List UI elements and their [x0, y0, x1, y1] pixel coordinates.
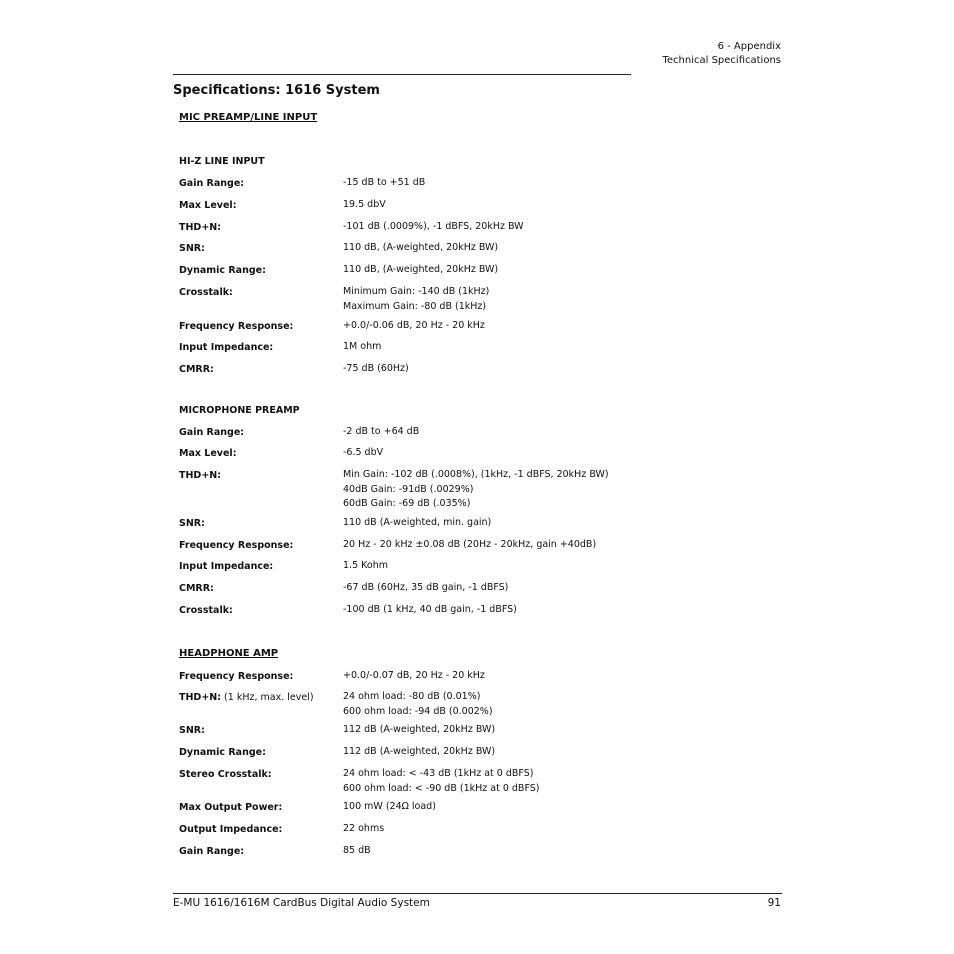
spec-value	[343, 468, 609, 512]
spec-label: Input Impedance:	[179, 561, 274, 572]
footer-rule	[173, 893, 782, 894]
spec-label	[179, 692, 314, 703]
subsection-title-microphone-preamp: MICROPHONE PREAMP	[179, 405, 300, 416]
spec-value	[343, 745, 495, 760]
spec-value-line: 22 ohms	[343, 823, 385, 834]
spec-label: SNR:	[179, 243, 205, 254]
spec-value-line: +0.0/-0.07 dB, 20 Hz - 20 kHz	[343, 670, 485, 681]
spec-value-line: -75 dB (60Hz)	[343, 363, 409, 374]
spec-value-line: 85 dB	[343, 845, 371, 856]
spec-value	[343, 340, 381, 355]
spec-value-line: Minimum Gain: -140 dB (1kHz)	[343, 286, 490, 297]
spec-label: THD+N:	[179, 222, 222, 233]
spec-label: Crosstalk:	[179, 287, 233, 298]
spec-label: Input Impedance:	[179, 342, 274, 353]
spec-value-line: 24 ohm load: -80 dB (0.01%)	[343, 691, 481, 702]
spec-value	[343, 723, 495, 738]
spec-value	[343, 669, 485, 684]
spec-value	[343, 516, 491, 531]
spec-value-line: -101 dB (.0009%), -1 dBFS, 20kHz BW	[343, 221, 524, 232]
spec-value-line: 112 dB (A-weighted, 20kHz BW)	[343, 746, 496, 757]
running-header	[662, 40, 781, 67]
spec-value	[343, 767, 539, 796]
spec-value-line: +0.0/-0.06 dB, 20 Hz - 20 kHz	[343, 320, 485, 331]
spec-label: CMRR:	[179, 364, 214, 375]
spec-value-line: Min Gain: -102 dB (.0008%), (1kHz, -1 dBFS, 20kHz BW)	[343, 469, 609, 480]
spec-value	[343, 800, 436, 815]
spec-value	[343, 559, 388, 574]
spec-label-note: (1 kHz, max. level)	[221, 692, 314, 703]
section-title-mic-preamp-line-input: MIC PREAMP/LINE INPUT	[179, 112, 318, 123]
spec-value	[343, 263, 498, 278]
spec-label: Frequency Response:	[179, 671, 294, 682]
spec-value-line: 1M ohm	[343, 341, 382, 352]
section-title-headphone-amp: HEADPHONE AMP	[179, 648, 279, 659]
spec-value	[343, 844, 371, 859]
spec-value	[343, 319, 485, 334]
spec-value	[343, 241, 498, 256]
spec-label: Dynamic Range:	[179, 265, 266, 276]
spec-label: Max Level:	[179, 200, 237, 211]
header-section: Technical Specifications	[662, 54, 781, 66]
spec-value-line: 112 dB (A-weighted, 20kHz BW)	[343, 724, 496, 735]
spec-label: Crosstalk:	[179, 605, 233, 616]
spec-label: SNR:	[179, 518, 205, 529]
spec-label: Gain Range:	[179, 178, 245, 189]
spec-value	[343, 285, 489, 314]
spec-value	[343, 581, 508, 596]
spec-value-line: Maximum Gain: -80 dB (1kHz)	[343, 300, 487, 312]
spec-value	[343, 446, 383, 461]
spec-label: SNR:	[179, 725, 205, 736]
spec-value	[343, 822, 384, 837]
spec-value	[343, 198, 386, 213]
spec-label: Gain Range:	[179, 427, 245, 438]
spec-value-line: -67 dB (60Hz, 35 dB gain, -1 dBFS)	[343, 582, 509, 593]
spec-label: Stereo Crosstalk:	[179, 769, 272, 780]
spec-value-line: 600 ohm load: -94 dB (0.002%)	[343, 705, 493, 717]
subsection-title-hiz-line-input: HI-Z LINE INPUT	[179, 156, 265, 167]
spec-value-line: -100 dB (1 kHz, 40 dB gain, -1 dBFS)	[343, 604, 517, 615]
spec-value	[343, 176, 425, 191]
spec-value-line: -6.5 dbV	[343, 447, 384, 458]
spec-label: Output Impedance:	[179, 824, 283, 835]
header-chapter: 6 - Appendix	[717, 41, 781, 52]
spec-value	[343, 425, 419, 440]
spec-label: THD+N:	[179, 470, 222, 481]
spec-label: CMRR:	[179, 583, 214, 594]
spec-label: Gain Range:	[179, 846, 245, 857]
spec-value-line: 110 dB, (A-weighted, 20kHz BW)	[343, 264, 499, 275]
spec-value-line: 110 dB, (A-weighted, 20kHz BW)	[343, 242, 499, 253]
spec-value	[343, 220, 524, 235]
spec-value-line: 110 dB (A-weighted, min. gain)	[343, 517, 492, 528]
spec-value	[343, 362, 409, 377]
header-rule	[173, 74, 631, 75]
spec-label: Max Output Power:	[179, 802, 283, 813]
spec-label: Frequency Response:	[179, 540, 294, 551]
spec-value-line: 40dB Gain: -91dB (.0029%)	[343, 483, 474, 495]
spec-value-line: 19.5 dbV	[343, 199, 386, 210]
spec-value	[343, 690, 493, 719]
page-number: 91	[767, 897, 781, 909]
spec-value-line: 24 ohm load: < -43 dB (1kHz at 0 dBFS)	[343, 768, 534, 779]
spec-label-text: THD+N:	[179, 692, 222, 703]
spec-value-line: -15 dB to +51 dB	[343, 177, 426, 188]
spec-label: Max Level:	[179, 448, 237, 459]
spec-value-line: -2 dB to +64 dB	[343, 426, 420, 437]
spec-value-line: 1.5 Kohm	[343, 560, 388, 571]
spec-value	[343, 603, 517, 618]
spec-label: Dynamic Range:	[179, 747, 266, 758]
spec-value	[343, 538, 596, 553]
footer-title: E-MU 1616/1616M CardBus Digital Audio System	[173, 897, 430, 909]
spec-value-line: 100 mW (24Ω load)	[343, 801, 436, 812]
spec-value-line: 60dB Gain: -69 dB (.035%)	[343, 498, 471, 509]
spec-value-line: 20 Hz - 20 kHz ±0.08 dB (20Hz - 20kHz, gain +40dB)	[343, 539, 597, 550]
page-title: Specifications: 1616 System	[173, 83, 380, 98]
spec-value-line: 600 ohm load: < -90 dB (1kHz at 0 dBFS)	[343, 782, 540, 794]
spec-label: Frequency Response:	[179, 321, 294, 332]
